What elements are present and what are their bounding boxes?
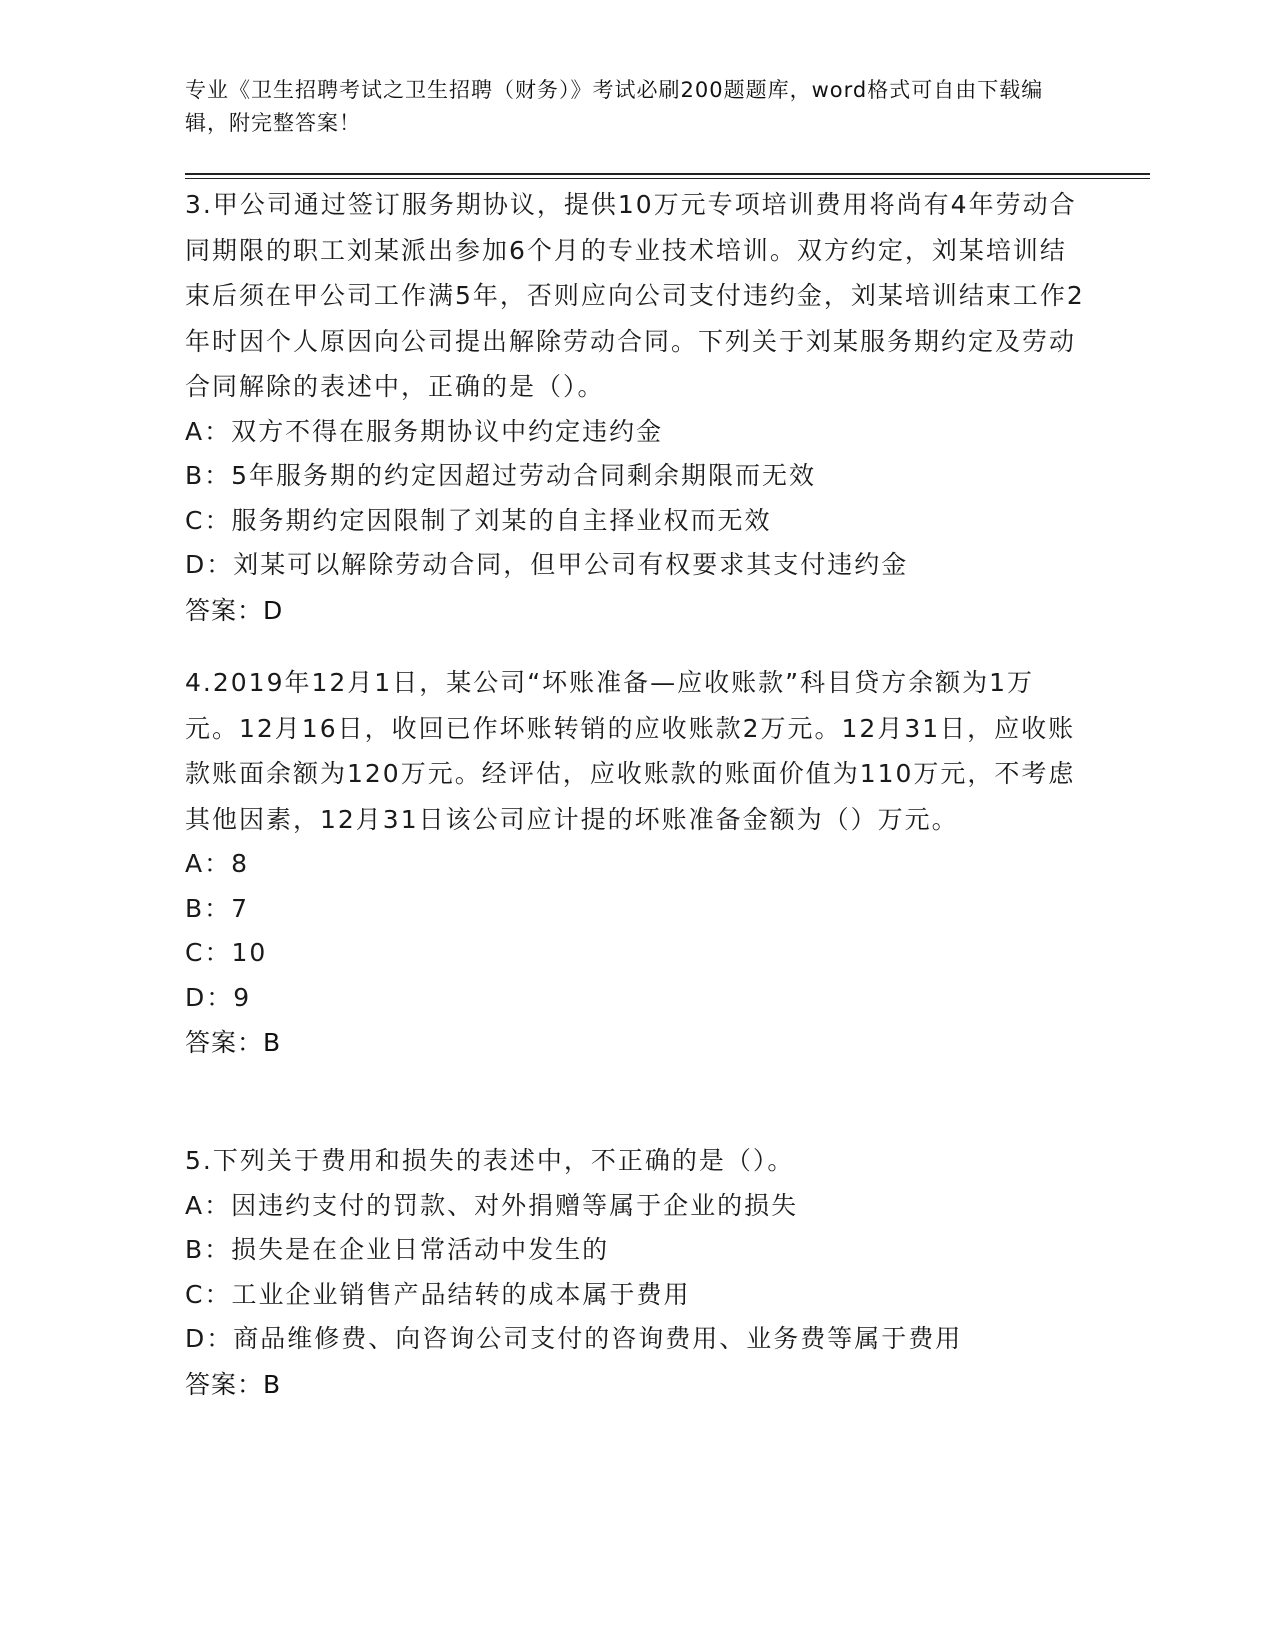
answer-label: 答案：B	[185, 1028, 282, 1057]
header-divider-thick	[185, 173, 1150, 175]
option-d: D：刘某可以解除劳动合同，但甲公司有权要求其支付违约金	[185, 550, 909, 579]
question-4	[185, 660, 1085, 1066]
option-d: D：9	[185, 982, 252, 1012]
question-stem: 4.2019年12月1日，某公司“坏账准备—应收账款”科目贷方余额为1万元。12月16日，收回已作坏账转销的应收账款2万元。12月31日，应收账款账面余额为120万元。经评估，应收账款的账面价值为110万元，不考虑其他因素，12月31日该公司应计提的坏账准备金额为（）万元。	[185, 668, 1076, 834]
option-b: B：7	[185, 893, 250, 923]
option-b: B：5年服务期的约定因超过劳动合同剩余期限而无效	[185, 461, 817, 490]
document-header: 专业《卫生招聘考试之卫生招聘（财务）》考试必刷200题题库，word格式可自由下载编辑，附完整答案！	[185, 78, 1044, 135]
option-c: C：服务期约定因限制了刘某的自主择业权而无效	[185, 505, 772, 535]
question-stem: 5.下列关于费用和损失的表述中，不正确的是（）。	[185, 1146, 795, 1175]
option-b: B：损失是在企业日常活动中发生的	[185, 1235, 610, 1264]
option-a: A：8	[185, 849, 250, 878]
answer-label: 答案：D	[185, 595, 284, 625]
answer-label: 答案：B	[185, 1369, 282, 1399]
question-3	[185, 182, 1085, 634]
header-divider-thin	[185, 178, 1150, 179]
option-c: C：工业企业销售产品结转的成本属于费用	[185, 1279, 691, 1309]
question-5	[185, 1138, 1085, 1408]
option-c: C：10	[185, 938, 268, 967]
option-d: D：商品维修费、向咨询公司支付的咨询费用、业务费等属于费用	[185, 1324, 963, 1353]
option-a: A：双方不得在服务期协议中约定违约金	[185, 416, 664, 446]
question-stem: 3.甲公司通过签订服务期协议，提供10万元专项培训费用将尚有4年劳动合同期限的职工刘某派出参加6个月的专业技术培训。双方约定，刘某培训结束后须在甲公司工作满5年，否则应向公司支付违约金，刘某培训结束工作2年时因个人原因向公司提出解除劳动合同。下列关于刘某服务期约定及劳动合同解除的表述中，正确的是（）。	[185, 190, 1085, 401]
option-a: A：因违约支付的罚款、对外捐赠等属于企业的损失	[185, 1190, 799, 1220]
